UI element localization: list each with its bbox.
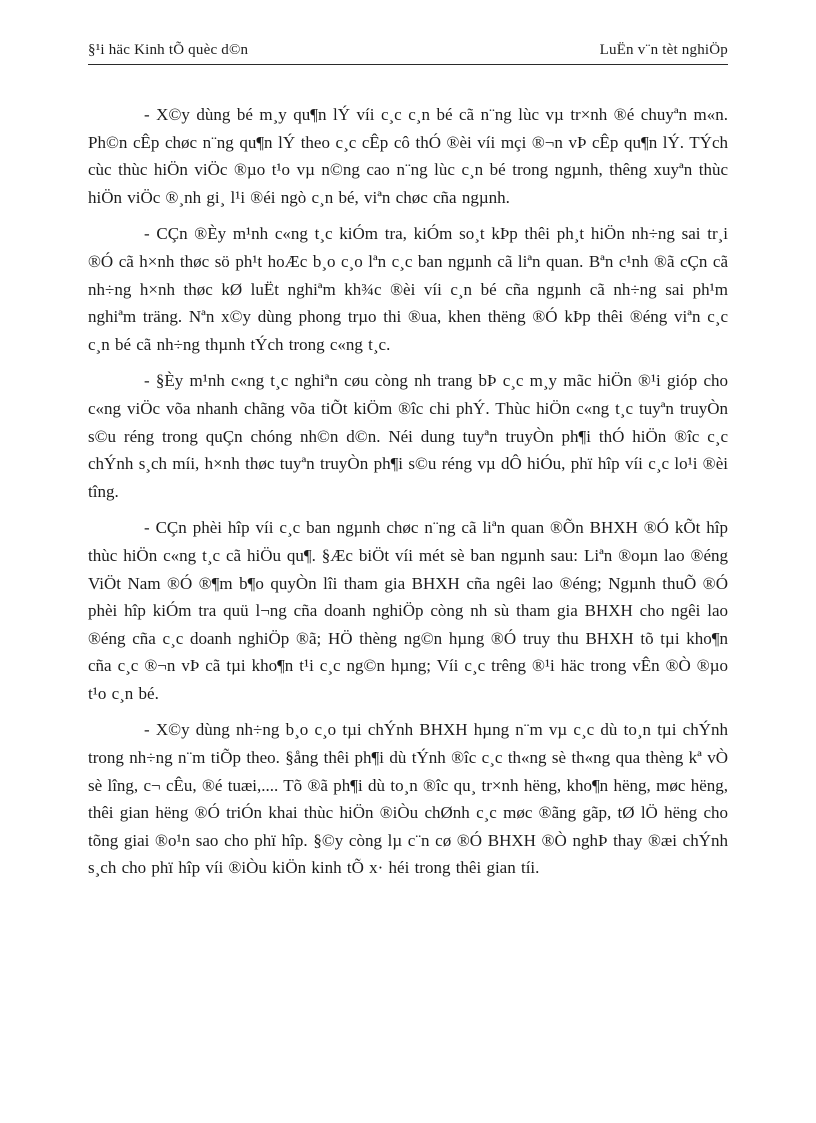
paragraph-3: - §Èy m¹nh c«ng t¸c nghiªn cøu còng nh trang bÞ c¸c m¸y mãc hiÖn ®¹i gióp cho c«ng viÖc võa nhanh chãng võa tiÕt kiÖm ®îc chi phÝ. Thùc hiÖn c«ng t¸c tuyªn truyÒn s©u réng trong quÇn chóng nh©n d©n. Néi dung tuyªn truyÒn ph¶i thÓ hiÖn ®îc c¸c chÝnh s¸ch míi, h×nh thøc tuyªn truyÒn ph¶i s©u réng vµ dÔ hiÓu, phï hîp víi c¸c lo¹i ®èi tîng. bbox=[88, 371, 728, 501]
paragraph-2: - CÇn ®Èy m¹nh c«ng t¸c kiÓm tra, kiÓm so¸t kÞp thêi ph¸t hiÖn nh÷ng sai tr¸i ®Ó cã h×nh thøc sö ph¹t hoÆc b¸o c¸o lªn c¸c ban ngµnh cã liªn quan. Bªn c¹nh ®ã cÇn cã nh÷ng h×nh thøc kØ luËt nghiªm kh¾c ®èi víi c¸n bé cña ngµnh cã nh÷ng sai ph¹m nghiªm träng. Nªn x©y dùng phong trµo thi ®ua, khen thëng ®Ó kÞp thêi ®éng viªn c¸c c¸n bé cã nh÷ng thµnh tÝch trong c«ng t¸c. bbox=[88, 224, 728, 354]
paragraph-1: - X©y dùng bé m¸y qu¶n lÝ víi c¸c c¸n bé cã n¨ng lùc vµ tr×nh ®é chuyªn m«n. Ph©n cÊp chøc n¨ng qu¶n lÝ theo c¸c cÊp cô thÓ ®èi víi mçi ®¬n vÞ cÊp qu¶n lÝ. TÝch cùc thùc hiÖn viÖc ®µo t¹o vµ n©ng cao n¨ng lùc c¸n bé trong ngµnh, thêng xuyªn thùc hiÖn viÖc ®¸nh gi¸ l¹i ®éi ngò c¸n bé, viªn chøc cña ngµnh. bbox=[88, 105, 728, 207]
paragraph-5: - X©y dùng nh÷ng b¸o c¸o tµi chÝnh BHXH hµng n¨m vµ c¸c dù to¸n tµi chÝnh trong nh÷ng n¨m tiÕp theo. §ång thêi ph¶i dù tÝnh ®îc c¸c th«ng sè th«ng qua thèng kª vÒ sè lîng, c¬ cÊu, ®é tuæi,.... Tõ ®ã ph¶i dù to¸n ®îc qu¸ tr×nh hëng, kho¶n hëng, møc hëng, thêi gian hëng ®Ó triÓn khai thùc hiÖn ®iÒu chØnh c¸c møc ®ãng gãp, tØ lÖ hëng cho tõng giai ®o¹n sao cho phï hîp. §©y còng lµ c¨n cø ®Ó BHXH ®Ò nghÞ thay ®æi chÝnh s¸ch cho phï hîp víi ®iÒu kiÖn kinh tÕ x· héi trong thêi gian tíi. bbox=[88, 720, 728, 878]
paragraph-4: - CÇn phèi hîp víi c¸c ban ngµnh chøc n¨ng cã liªn quan ®Õn BHXH ®Ó kÕt hîp thùc hiÖn c«ng t¸c cã hiÖu qu¶. §Æc biÖt víi mét sè ban ngµnh sau: Liªn ®oµn lao ®éng ViÖt Nam ®Ó ®¶m b¶o quyÒn lîi tham gia BHXH cña ngêi lao ®éng; Ngµnh thuÕ ®Ó phèi hîp kiÓm tra quü l¬ng cña doanh nghiÖp còng nh sù tham gia BHXH cho ngêi lao ®éng cña c¸c doanh nghiÖp ®ã; HÖ thèng ng©n hµng ®Ó truy thu BHXH tõ tµi kho¶n cña c¸c ®¬n vÞ cã tµi kho¶n t¹i c¸c ng©n hµng; Víi c¸c trêng ®¹i häc trong vÊn ®Ò ®µo t¹o c¸n bé. bbox=[88, 518, 728, 703]
header-right-text: LuËn v¨n tèt nghiÖp bbox=[599, 42, 728, 58]
page-header bbox=[88, 42, 728, 64]
header-left-text: §¹i häc Kinh tÕ quèc d©n bbox=[88, 42, 249, 58]
document-body bbox=[88, 101, 728, 882]
header-divider bbox=[88, 64, 728, 65]
